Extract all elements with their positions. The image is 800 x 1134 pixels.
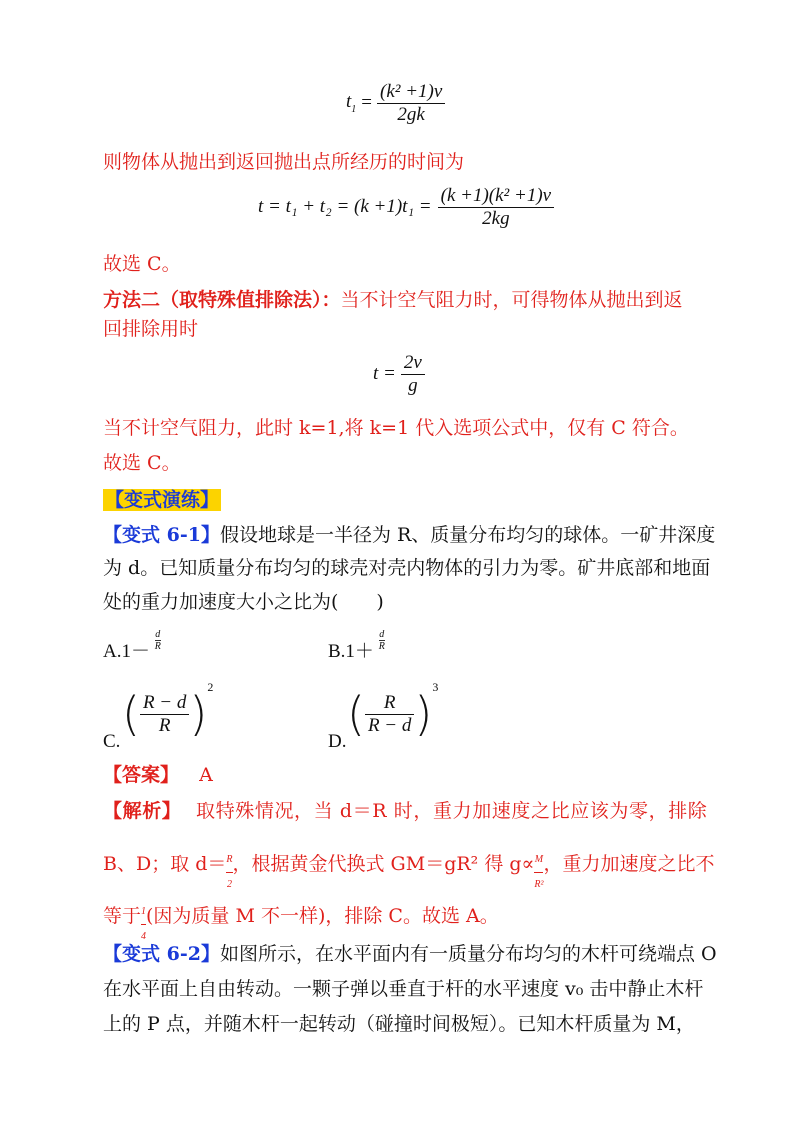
analysis-frac3-den: 4 — [141, 931, 147, 942]
variant-6-1-line1 — [103, 523, 715, 547]
eq1-lhs: $t_1$ — [346, 91, 357, 115]
analysis-text1: 取特殊情况，当 d＝R 时，重力加速度之比应该为零，排除 — [196, 800, 708, 822]
analysis-line2 — [103, 848, 715, 897]
variant-6-1-label: 【变式 6-1】 — [103, 524, 220, 546]
variant-6-2-line2: 在水平面上自由转动。一颗子弹以垂直于杆的水平速度 v₀ 击中静止木杆 — [103, 978, 704, 1000]
equation-t1: $t_1$ = $\frac{\text{(k² +1)v}}{2gk}$ — [346, 72, 445, 134]
choose-c-second: 故选 C。 — [103, 452, 181, 474]
eq1-numerator: (k² +1)v — [380, 80, 443, 102]
analysis-label: 【解析】 — [103, 800, 182, 822]
eq2-fraction — [438, 185, 554, 230]
option-a-label: A.1－ — [103, 641, 150, 662]
option-a-num: d — [155, 629, 161, 640]
option-b — [328, 627, 385, 663]
total-time-line: 则物体从抛出到返回抛出点所经历的时间为 — [103, 151, 465, 173]
eq1-denominator: 2gk — [397, 103, 425, 125]
option-c-label: C. — [103, 731, 121, 752]
variant-6-2-text1: 如图所示，在水平面内有一质量分布均匀的木杆可绕端点 O — [219, 943, 717, 965]
option-c-fraction — [140, 692, 189, 737]
option-a-fraction — [155, 629, 161, 652]
option-d-label: D. — [328, 731, 347, 752]
answer-label: 【答案】 — [103, 764, 180, 786]
variant-6-2-label: 【变式 6-2】 — [103, 943, 220, 965]
option-a-den: R — [154, 641, 161, 652]
option-d-fraction — [365, 692, 414, 737]
section-title — [103, 488, 221, 512]
option-b-fraction — [379, 629, 385, 652]
method-two-text-a: 当不计空气阻力时，可得物体从抛出到返 — [340, 289, 683, 311]
option-b-label: B.1＋ — [328, 641, 374, 662]
eq2-denominator: 2kg — [482, 207, 510, 229]
analysis-text2a: B、D；取 d＝ — [103, 853, 227, 875]
eq2-expression: t = t₁ + t₂ = (k +1)t₁ = — [258, 196, 432, 217]
analysis-frac1-den: 2 — [226, 879, 232, 890]
option-d-den: R − d — [367, 714, 412, 736]
option-a — [103, 627, 161, 663]
eq3-numerator: 2v — [403, 351, 422, 373]
analysis-frac2-den: R² — [534, 879, 544, 890]
eq3-fraction — [401, 352, 425, 397]
equation-total-time — [258, 176, 554, 238]
option-c-expression: ( $\frac{R - d}{R}$ ) 2 — [122, 680, 214, 741]
analysis-line1 — [103, 799, 707, 823]
answer-line — [103, 763, 213, 787]
method-two-text-b: 回排除用时 — [103, 318, 199, 340]
variant-6-1-line2: 为 d。已知质量分布均匀的球壳对壳内物体的引力为零。矿井底部和地面 — [103, 557, 711, 579]
section-title-text: 【变式演练】 — [105, 489, 220, 511]
option-c-num: R − d — [142, 691, 187, 713]
choose-c-first: 故选 C。 — [103, 253, 181, 275]
option-b-num: d — [379, 629, 385, 640]
option-d-exponent: 3 — [432, 680, 439, 694]
option-d-num: R — [383, 691, 396, 713]
analysis-text3a: 等于 — [103, 905, 142, 927]
answer-value: A — [199, 764, 213, 786]
variant-6-1-line3: 处的重力加速度大小之比为( ) — [103, 591, 384, 613]
method-two-paragraph — [103, 288, 683, 312]
analysis-text3b: (因为质量 M 不一样)，排除 C。故选 A。 — [146, 905, 499, 927]
equation-no-drag — [373, 346, 425, 402]
variant-6-2-line3: 上的 P 点，并随木杆一起转动（碰撞时间极短）。已知木杆质量为 M， — [103, 1013, 695, 1035]
method-two-label: 方法二（取特殊值排除法）： — [103, 289, 341, 311]
k-equals-one-line: 当不计空气阻力，此时 k=1,将 k=1 代入选项公式中，仅有 C 符合。 — [103, 417, 689, 439]
analysis-frac2-num: M — [534, 854, 544, 865]
eq2-numerator: (k +1)(k² +1)v — [440, 184, 552, 206]
eq3-lhs: t = — [373, 363, 396, 384]
eq1-fraction — [377, 81, 445, 126]
analysis-text2b: ，根据黄金代换式 GM＝gR² 得 g∝ — [232, 853, 535, 875]
option-c-exponent: 2 — [207, 680, 214, 694]
option-d-expression: ( $\frac{R}{R - d}$ ) 3 — [347, 680, 439, 741]
analysis-text2c: ，重力加速度之比不 — [543, 853, 715, 875]
option-b-den: R — [378, 641, 385, 652]
analysis-frac1-num: R — [226, 854, 233, 865]
variant-6-1-text1: 假设地球是一半径为 R、质量分布均匀的球体。一矿井深度 — [219, 524, 716, 546]
eq3-denominator: g — [408, 374, 418, 396]
analysis-frac3-num: 1 — [141, 906, 147, 917]
variant-6-2-line1 — [103, 942, 717, 966]
option-c-den: R — [158, 714, 171, 736]
